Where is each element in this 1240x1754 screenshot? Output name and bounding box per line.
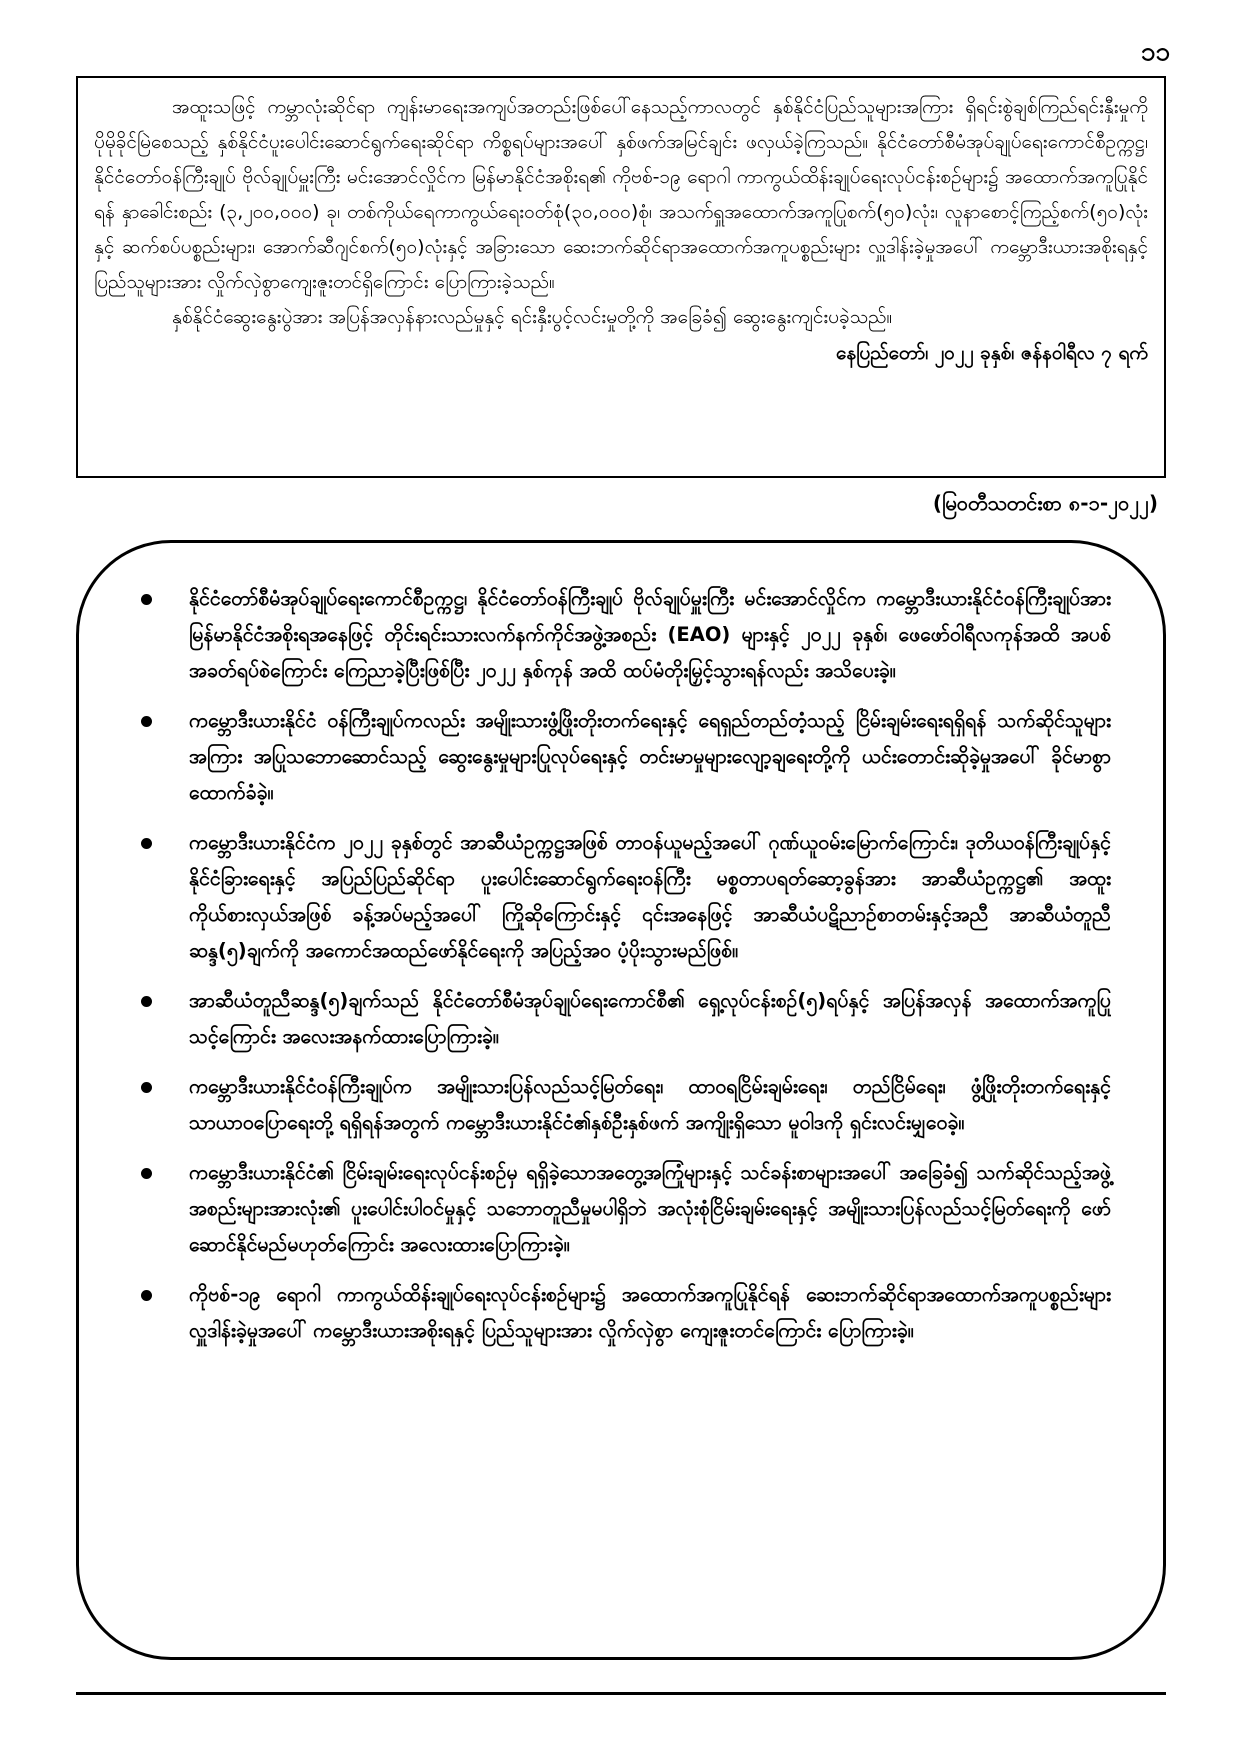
bullet-icon — [141, 1290, 152, 1301]
source-citation: (မြဝတီသတင်းစာ ၈-၁-၂၀၂၂) — [932, 491, 1158, 515]
summary-box — [76, 540, 1166, 1660]
quote-box — [76, 76, 1166, 478]
list-item — [139, 1069, 1111, 1141]
bullet-text: ကိုဗစ်-၁၉ ရောဂါ ကာကွယ်ထိန်းချုပ်ရေးလုပ်ငန်းစဉ်များ၌ အထောက်အကူပြုနိုင်ရန် ဆေးဘက်ဆိုင်ရာအထောက်အကူပစ္စည်းများလှူဒါန်းခဲ့မှုအပေါ် ကမ္ဘောဒီးယားအစိုးရနှင့် ပြည်သူများအား လှိုက်လှဲစွာ ကျေးဇူးတင်ကြောင်း ပြောကြားခဲ့။ — [189, 1283, 1111, 1342]
list-item — [139, 703, 1111, 811]
quote-paragraph: အထူးသဖြင့် ကမ္ဘာလုံးဆိုင်ရာ ကျန်းမာရေးအကျပ်အတည်းဖြစ်ပေါ်နေသည့်ကာလတွင် နှစ်နိုင်ငံပြည်သူများအကြား ရှိရင်းစွဲချစ်ကြည်ရင်းနှီးမှုကို ပိုမိုခိုင်မြဲစေသည့် နှစ်နိုင်ငံပူးပေါင်းဆောင်ရွက်ရေးဆိုင်ရာ ကိစ္စရပ်များအပေါ် နှစ်ဖက်အမြင်ချင်း ဖလှယ်ခဲ့ကြသည်။ နိုင်ငံတော်စီမံအုပ်ချုပ်ရေးကောင်စီဥက္ကဋ္ဌ၊ နိုင်ငံတော်ဝန်ကြီးချုပ် ဗိုလ်ချုပ်မှူးကြီး မင်းအောင်လှိုင်က မြန်မာနိုင်ငံအစိုးရ၏ ကိုဗစ်-၁၉ ရောဂါ ကာကွယ်ထိန်းချုပ်ရေးလုပ်ငန်းစဉ်များ၌ အထောက်အကူပြုနိုင်ရန် နှာခေါင်းစည်း (၃,၂၀၀,၀၀၀) ခု၊ တစ်ကိုယ်ရေကာကွယ်ရေးဝတ်စုံ(၃၀,၀၀၀)စုံ၊ အသက်ရှူအထောက်အကူပြုစက်(၅၀)လုံး၊ လူနာစောင့်ကြည့်စက်(၅၀)လုံးနှင့် ဆက်စပ်ပစ္စည်းများ၊ အောက်ဆီဂျင်စက်(၅၀)လုံးနှင့် အခြားသော ဆေးဘက်ဆိုင်ရာအထောက်အကူပစ္စည်းများ လှူဒါန်းခဲ့မှုအပေါ် ကမ္ဘောဒီးယားအစိုးရနှင့် ပြည်သူများအား လှိုက်လှဲစွာကျေးဇူးတင်ရှိကြောင်း ပြောကြားခဲ့သည်။ — [94, 96, 1148, 293]
list-item — [139, 1277, 1111, 1349]
list-item — [139, 983, 1111, 1055]
bullet-icon — [141, 1082, 152, 1093]
bullet-icon — [141, 594, 152, 605]
bullet-text: ကမ္ဘောဒီးယားနိုင်ငံ၏ ငြိမ်းချမ်းရေးလုပ်ငန်းစဉ်မှ ရရှိခဲ့သောအတွေ့အကြုံများနှင့် သင်ခန်းစာများအပေါ် အခြေခံ၍ သက်ဆိုင်သည့်အဖွဲ့အစည်းများအားလုံး၏ ပူးပေါင်းပါဝင်မှုနှင့် သဘောတူညီမှုမပါရှိဘဲ အလုံးစုံငြိမ်းချမ်းရေးနှင့် အမျိုးသားပြန်လည်သင့်မြတ်ရေးကို ဖော်ဆောင်နိုင်မည်မဟုတ်ကြောင်း အလေးထားပြောကြားခဲ့။ — [189, 1161, 1111, 1256]
bullet-icon — [141, 838, 152, 849]
page-number: ၁၁ — [1140, 37, 1170, 67]
bullet-text: ကမ္ဘောဒီးယားနိုင်ငံဝန်ကြီးချုပ်က အမျိုးသားပြန်လည်သင့်မြတ်ရေး၊ ထာဝရငြိမ်းချမ်းရေး၊ တည်ငြိမ်ရေး၊ ဖွံ့ဖြိုးတိုးတက်ရေးနှင့် သာယာဝပြောရေးတို့ ရရှိရန်အတွက် ကမ္ဘောဒီးယားနိုင်ငံ၏နှစ်ဦးနှစ်ဖက် အကျိုးရှိသော မူဝါဒကို ရှင်းလင်းမျှဝေခဲ့။ — [189, 1075, 1111, 1134]
bullet-text: အာဆီယံတူညီဆန္ဒ(၅)ချက်သည် နိုင်ငံတော်စီမံအုပ်ချုပ်ရေးကောင်စီ၏ ရှေ့လုပ်ငန်းစဉ်(၅)ရပ်နှင့် အပြန်အလှန် အထောက်အကူပြုသင့်ကြောင်း အလေးအနက်ထားပြောကြားခဲ့။ — [189, 989, 1111, 1048]
list-item — [139, 1155, 1111, 1263]
list-item — [139, 825, 1111, 969]
bullet-icon — [141, 716, 152, 727]
quote-paragraph: နှစ်နိုင်ငံဆွေးနွေးပွဲအား အပြန်အလှန်နားလည်မှုနှင့် ရင်းနှီးပွင့်လင်းမှုတို့ကို အခြေခံ၍ ဆွေးနွေးကျင်းပခဲ့သည်။ — [172, 306, 893, 328]
bullet-icon — [141, 1168, 152, 1179]
quote-signature: နေပြည်တော်၊ ၂၀၂၂ ခုနှစ်၊ ဇန်နဝါရီလ ၇ ရက် — [836, 342, 1148, 364]
bullet-text: ကမ္ဘောဒီးယားနိုင်ငံ ဝန်ကြီးချုပ်ကလည်း အမျိုးသားဖွံ့ဖြိုးတိုးတက်ရေးနှင့် ရေရှည်တည်တံ့သည့် ငြိမ်းချမ်းရေးရရှိရန် သက်ဆိုင်သူများအကြား အပြုသဘောဆောင်သည့် ဆွေးနွေးမှုများပြုလုပ်ရေးနှင့် တင်းမာမှုများလျော့ချရေးတို့ကို ယင်းတောင်းဆိုခဲ့မှုအပေါ် ခိုင်မာစွာထောက်ခံခဲ့။ — [189, 709, 1111, 804]
bullet-icon — [141, 996, 152, 1007]
bullet-list — [139, 581, 1111, 1349]
list-item — [139, 581, 1111, 689]
bullet-text: နိုင်ငံတော်စီမံအုပ်ချုပ်ရေးကောင်စီဥက္ကဋ္ဌ၊ နိုင်ငံတော်ဝန်ကြီးချုပ် ဗိုလ်ချုပ်မှူးကြီး မင်းအောင်လှိုင်က ကမ္ဘောဒီးယားနိုင်ငံဝန်ကြီးချုပ်အား မြန်မာနိုင်ငံအစိုးရအနေဖြင့် တိုင်းရင်းသားလက်နက်ကိုင်အဖွဲ့အစည်း (EAO) များနှင့် ၂၀၂၂ ခုနှစ်၊ ဖေဖော်ဝါရီလကုန်အထိ အပစ်အခတ်ရပ်စဲကြောင်း ကြေညာခဲ့ပြီးဖြစ်ပြီး ၂၀၂၂ နှစ်ကုန် အထိ ထပ်မံတိုးမြှင့်သွားရန်လည်း အသိပေးခဲ့။ — [189, 587, 1111, 682]
bottom-divider — [76, 1692, 1166, 1695]
bullet-text: ကမ္ဘောဒီးယားနိုင်ငံက ၂၀၂၂ ခုနှစ်တွင် အာဆီယံဥက္ကဋ္ဌအဖြစ် တာဝန်ယူမည့်အပေါ် ဂုဏ်ယူဝမ်းမြောက်ကြောင်း၊ ဒုတိယဝန်ကြီးချုပ်နှင့် နိုင်ငံခြားရေးနှင့် အပြည်ပြည်ဆိုင်ရာ ပူးပေါင်းဆောင်ရွက်ရေးဝန်ကြီး မစ္စတာပရတ်ဆော့ခွန်အား အာဆီယံဥက္ကဋ္ဌ၏ အထူးကိုယ်စားလှယ်အဖြစ် ခန့်အပ်မည့်အပေါ် ကြိုဆိုကြောင်းနှင့် ၎င်းအနေဖြင့် အာဆီယံပဋိညာဉ်စာတမ်းနှင့်အညီ အာဆီယံတူညီဆန္ဒ(၅)ချက်ကို အကောင်အထည်ဖော်နိုင်ရေးကို အပြည့်အဝ ပံ့ပိုးသွားမည်ဖြစ်။ — [189, 831, 1111, 962]
